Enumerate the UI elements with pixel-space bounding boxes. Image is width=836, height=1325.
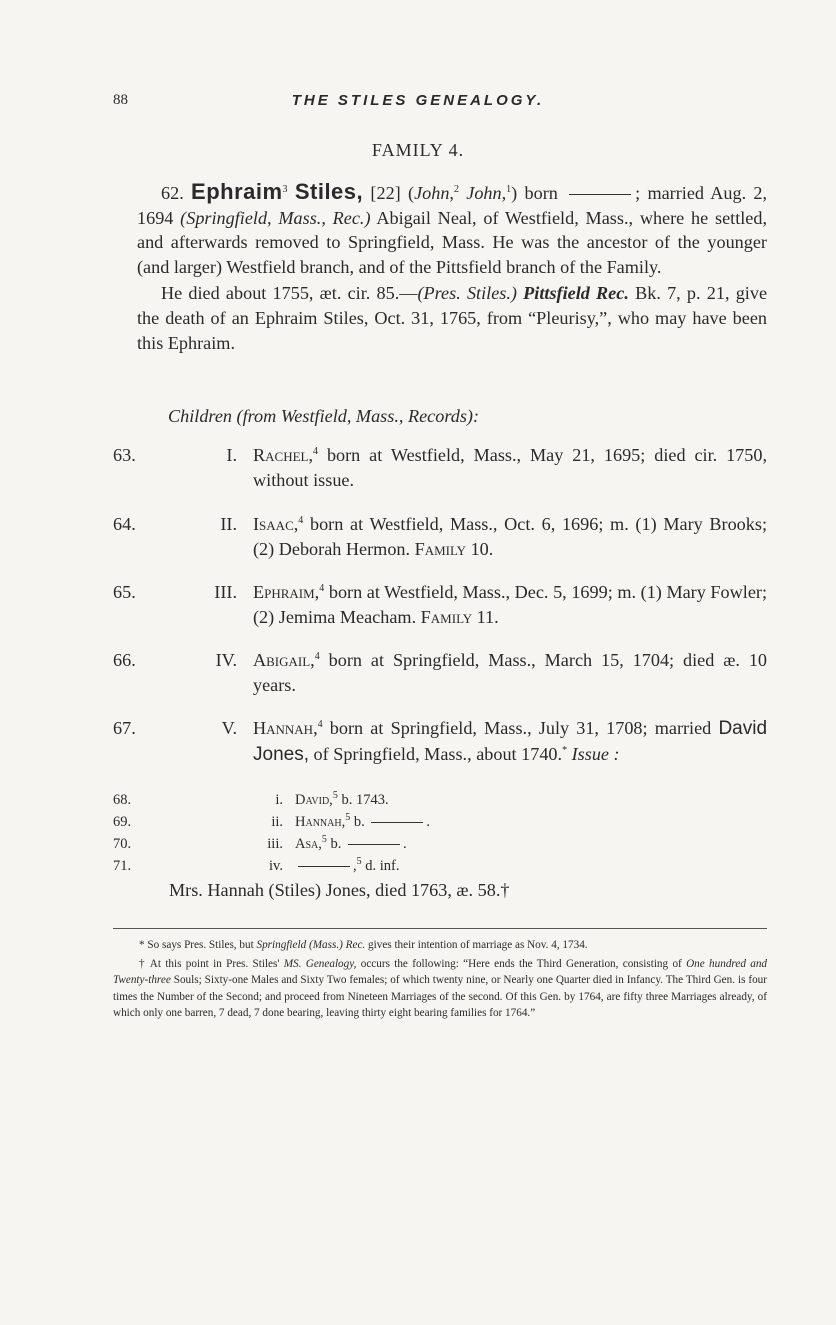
source-pres-stiles: (Pres. Stiles.)	[417, 283, 517, 304]
lineage-b: John,	[466, 183, 507, 203]
family-ref: Family 10.	[414, 538, 494, 559]
entry-62	[137, 180, 767, 355]
born-word: born	[524, 183, 558, 203]
grandchild-text: b. 1743.	[341, 792, 389, 808]
blank-rule	[371, 822, 423, 823]
footnote-2-source: MS. Genealogy,	[283, 958, 357, 971]
roman-numeral: V.	[221, 718, 237, 738]
spouse-name: David Jones,	[253, 718, 768, 765]
closing-note: Mrs. Hannah (Stiles) Jones, died 1763, æ. 58.†	[169, 880, 510, 900]
footnote-2-text-c: Souls; Sixty-one Males and Sixty Two females; of which twenty nine, or Nearly one Quarter died in Infancy. The Third Gen. is four times the Number of the Second; and proceed from Nineteen Marriages of the second. Of this Gen. by 1764, are fifty three Marriages already, of which only one barren, 7 dead, 7 done bearing, leaving thirty eight bearing families for 1764.”	[113, 974, 768, 1019]
blank-rule	[348, 844, 400, 845]
grandchild-text: b.	[330, 836, 342, 852]
lineage-open: (	[408, 183, 415, 203]
source-pittsfield: Pittsfield Rec.	[523, 283, 629, 304]
entry-surname: Stiles,	[294, 179, 364, 204]
child-name: Hannah,	[253, 718, 318, 738]
generation-sup: 5	[356, 856, 362, 868]
grandchild-name: David,	[295, 792, 333, 808]
generation-sup: 3	[282, 183, 288, 195]
entry-number: 71.	[113, 858, 132, 874]
roman-numeral: II.	[220, 514, 237, 534]
roman-numeral: i.	[275, 792, 283, 808]
footnotes	[113, 937, 767, 1021]
roman-numeral: ii.	[271, 814, 283, 830]
lineage-b-sup: 1	[506, 183, 512, 195]
entry-number: 70.	[113, 836, 132, 852]
child-text-b: of Springfield, Mass., about 1740.	[313, 743, 563, 764]
entry-number: 63.	[113, 445, 136, 465]
generation-sup: 5	[345, 812, 351, 824]
generation-sup: 4	[317, 718, 323, 730]
child-name: Abigail,	[253, 650, 315, 670]
child-text: born at Springfield, Mass., July 31, 1708; married	[329, 718, 712, 738]
entry-number: 66.	[113, 650, 136, 670]
entry-number: 68.	[113, 792, 132, 808]
generation-sup: 4	[298, 514, 304, 526]
footnote-1	[113, 937, 767, 953]
roman-numeral: III.	[214, 582, 237, 602]
entry-number: 67.	[113, 718, 136, 738]
child-text: born at Westfield, Mass., May 21, 1695; died cir. 1750, without issue.	[253, 445, 767, 490]
entry-number: 64.	[113, 514, 136, 534]
lineage-close: )	[511, 183, 518, 203]
footnote-2-emph: One hundred and Twenty-three	[113, 958, 768, 987]
footnote-2-text: † At this point in Pres. Stiles'	[139, 958, 280, 971]
footnote-mark: *	[562, 744, 568, 756]
roman-numeral: iii.	[267, 836, 283, 852]
child-name: Isaac,	[253, 514, 299, 534]
generation-sup: 4	[319, 582, 325, 594]
footnote-1-text: * So says Pres. Stiles, but	[139, 939, 254, 951]
footnote-1-source: Springfield (Mass.) Rec.	[256, 939, 366, 951]
residence-text: Abigail Neal, of Westfield, Mass., where he settled, and afterwards removed to Springfield, Mass. He was the ancestor of the younger (and larger) Westfield branch, and of the Pittsfield branch of the Family.	[137, 207, 768, 277]
family-title: FAMILY 4.	[371, 140, 465, 160]
child-text: born at Westfield, Mass., Oct. 6, 1696; m. (1) Mary Brooks; (2) Deborah Hermon.	[253, 514, 768, 559]
roman-numeral: IV.	[215, 650, 237, 670]
family-ref: Family 11.	[420, 606, 499, 627]
child-entry	[113, 443, 767, 492]
entry-paragraph-2	[137, 281, 767, 355]
grandchild-name: Hannah,	[295, 814, 346, 830]
child-entry	[113, 580, 767, 629]
running-header	[113, 92, 723, 116]
lineage-a-sup: 2	[453, 183, 459, 195]
blank-rule	[298, 866, 350, 867]
running-title: THE STILES GENEALOGY.	[291, 92, 545, 109]
book-page: 88 THE STILES GENEALOGY. FAMILY 4. 62. Ephraim$^3$ Stiles, [22] (John,$^2$ John,$^1$) born ; married Aug. 2, 1694 (Springfield, Mass., Rec.) Abigail Neal, of Westfield, Mass., where he settled, and afterwards removed to Springfield, Mass. He was the ancestor of the younger (and larger) Westfield branch, and of the Pittsfield branch of the Family. He died about 1755, æt. cir. 85.—(Pres. Stiles.) Pittsfield Rec. Bk. 7, p. 21, give the death of an Ephraim Stiles, Oct. 31, 1765, from “Pleurisy,”, who may have been this Ephraim. Children (from Westfield, Mass., Records): 63. I. Rachel,$^4$ born at Westfield, Mass., May 21, 1695; died cir. 1750, without issue. 64. II. Isaac,$^4$ born at Westfield, Mass., Oct. 6, 1696; m. (1) Mary Brooks; (2) Deborah Hermon. Family 10. 65. III. Ephraim,$^4$ born at Westfield, Mass., Dec. 5, 1699; m. (1) Mary Fowler; (2) Jemima Meacham. Family 11. 66. IV. Abigail,$^4$ born at Springfield, Mass., March 15, 1704; died æ. 10 years. 67. V. Hannah,$^4$ born at Springfield, Mass., July 31, 1708; married David Jones, of Springfield, Mass., about 1740.* Issue : 68. i. David,$^5$ b. 1743. 69. ii. Hannah,$^5$ b. . 70. iii. Asa,$^5$ b. . 71. iv. ,$^5$ d. inf. Mrs. Hannah (Stiles) Jones, died 1763, æ. 58.† * So says Pres. Stiles, but Springfield (Mass.) Rec. gives their intention of marriage as Nov. 4, 1734. † At this point in Pres. Stiles' MS. Genealogy, occurs the following: “Here ends the Third Generation, consisting of One hundred and Twenty-three Souls; Sixty-one Males and Sixty Two females; of which twenty nine, or Nearly one Quarter died in Infancy. The Third Gen. is four times the Number of the Second; and proceed from Nineteen Marriages of the second. Of this Gen. by 1764, are fifty three Marriages already, of which only one barren, 7 dead, 7 done bearing, leaving thirty eight bearing families for 1764.”	[0, 0, 836, 1325]
lineage-a: John,	[414, 183, 454, 203]
child-name: Ephraim,	[253, 582, 320, 602]
death-text: He died about 1755, æt. cir. 85.—	[161, 283, 418, 304]
entry-ref: [22]	[370, 183, 401, 203]
entry-number: 62.	[161, 183, 184, 203]
child-entry	[113, 648, 767, 697]
roman-numeral: I.	[226, 445, 237, 465]
grandchild-end: .	[403, 836, 407, 852]
entry-name: Ephraim	[191, 179, 283, 204]
marriage-text: ; married Aug. 2, 1694	[137, 183, 768, 228]
footnote-1-text-b: gives their intention of marriage as Nov. 4, 1734.	[368, 939, 588, 951]
generation-sup: 5	[332, 790, 338, 802]
footnote-2	[113, 956, 767, 1021]
roman-numeral: iv.	[269, 858, 283, 874]
issue-label: Issue :	[571, 743, 620, 764]
footnote-divider	[113, 928, 767, 929]
grandchild-text: b.	[353, 814, 365, 830]
grandchild-name: Asa,	[295, 836, 322, 852]
grandchild-end: .	[426, 814, 430, 830]
source-citation: (Springfield, Mass., Rec.)	[180, 207, 371, 228]
entry-number: 65.	[113, 582, 136, 602]
page-number: 88	[113, 92, 128, 108]
generation-sup: 4	[313, 445, 319, 457]
child-entry	[113, 716, 767, 767]
child-name: Rachel,	[253, 445, 314, 465]
generation-sup: 5	[321, 834, 327, 846]
child-text: born at Westfield, Mass., Dec. 5, 1699; m. (1) Mary Fowler; (2) Jemima Meacham.	[253, 582, 768, 627]
child-entry	[113, 512, 767, 561]
footnote-2-text-b: occurs the following: “Here ends the Third Generation, consisting of	[360, 958, 682, 971]
entry-paragraph-1	[137, 180, 767, 279]
grandchild-text: d. inf.	[365, 858, 400, 874]
generation-sup: 4	[314, 650, 320, 662]
entry-number: 69.	[113, 814, 132, 830]
pittsfield-text: Bk. 7, p. 21, give the death of an Ephraim Stiles, Oct. 31, 1765, from “Pleurisy,”, who may have been this Ephraim.	[137, 283, 768, 353]
child-text: born at Springfield, Mass., March 15, 1704; died æ. 10 years.	[253, 650, 768, 695]
children-heading: Children (from Westfield, Mass., Records):	[168, 406, 480, 426]
blank-rule	[569, 194, 631, 195]
